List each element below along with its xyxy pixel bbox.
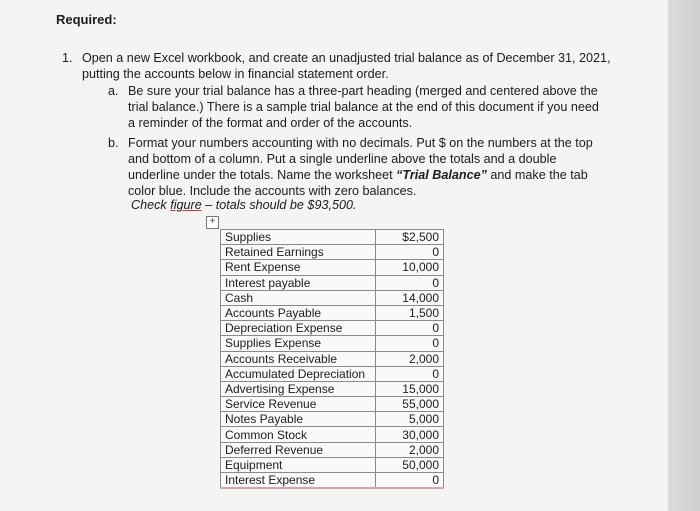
account-balance-cell: 0 [376, 275, 444, 290]
instruction-a [108, 83, 608, 131]
account-name-cell: Equipment [221, 457, 376, 472]
table-row [221, 381, 444, 396]
table-row [221, 260, 444, 275]
table-move-handle-icon[interactable]: + [206, 216, 219, 229]
table-row [221, 245, 444, 260]
instruction-b [108, 135, 608, 199]
item-a-label: a. [108, 84, 119, 98]
instruction-b-part2: and make the tab color blue. Include the accounts with zero balances. [128, 168, 588, 198]
table-row [221, 366, 444, 381]
instruction-b-text [128, 135, 608, 199]
table-row [221, 321, 444, 336]
check-prefix: Check [131, 198, 171, 212]
item-b-label: b. [108, 136, 119, 150]
account-balance-cell: 0 [376, 336, 444, 351]
account-balance-cell: 0 [376, 473, 444, 489]
account-name-cell: Rent Expense [221, 260, 376, 275]
account-balance-cell: $2,500 [376, 230, 444, 245]
page-edge [668, 0, 700, 511]
account-name-cell: Accumulated Depreciation [221, 366, 376, 381]
account-balance-cell: 0 [376, 245, 444, 260]
instruction-1-text: Open a new Excel workbook, and create an unadjusted trial balance as of December 31, 2021, putting the accounts below in financial statement order. [82, 51, 611, 81]
account-balance-cell: 55,000 [376, 397, 444, 412]
table-row [221, 351, 444, 366]
instruction-1 [62, 50, 622, 82]
check-figure-word: figure [170, 198, 202, 212]
account-name-cell: Depreciation Expense [221, 321, 376, 336]
instruction-b-part1: Format your numbers accounting with no decimals. Put $ on the numbers at the top and bottom of a column. Put a single underline above the totals and a double underline under the totals. Name the worksheet [128, 136, 593, 182]
instruction-a-text: Be sure your trial balance has a three-part heading (merged and centered above the trial balance.) There is a sample trial balance at the end of this document if you need a reminder of the format and order of the accounts. [128, 84, 599, 130]
account-balance-cell: 0 [376, 321, 444, 336]
account-name-cell: Accounts Payable [221, 305, 376, 320]
account-balance-cell: 5,000 [376, 412, 444, 427]
account-balance-cell: 30,000 [376, 427, 444, 442]
table-row [221, 457, 444, 472]
account-balance-cell: 15,000 [376, 381, 444, 396]
table-row [221, 305, 444, 320]
accounts-table [220, 229, 444, 489]
account-name-cell: Common Stock [221, 427, 376, 442]
table-row [221, 230, 444, 245]
account-balance-cell: 50,000 [376, 457, 444, 472]
account-balance-cell: 10,000 [376, 260, 444, 275]
item-number: 1. [62, 51, 73, 65]
table-row [221, 290, 444, 305]
account-name-cell: Retained Earnings [221, 245, 376, 260]
table-row [221, 397, 444, 412]
check-figure-note [131, 198, 356, 212]
required-heading: Required: [56, 12, 117, 27]
table-row [221, 473, 444, 489]
account-name-cell: Accounts Receivable [221, 351, 376, 366]
account-balance-cell: 2,000 [376, 442, 444, 457]
account-name-cell: Cash [221, 290, 376, 305]
account-name-cell: Supplies Expense [221, 336, 376, 351]
account-name-cell: Service Revenue [221, 397, 376, 412]
account-balance-cell: 0 [376, 366, 444, 381]
account-name-cell: Advertising Expense [221, 381, 376, 396]
account-name-cell: Deferred Revenue [221, 442, 376, 457]
worksheet-name: “Trial Balance” [396, 168, 487, 182]
table-row [221, 427, 444, 442]
check-suffix: – totals should be $93,500. [201, 198, 357, 212]
table-row [221, 412, 444, 427]
account-name-cell: Notes Payable [221, 412, 376, 427]
table-row [221, 275, 444, 290]
table-row [221, 442, 444, 457]
account-name-cell: Interest payable [221, 275, 376, 290]
account-name-cell: Interest Expense [221, 473, 376, 489]
account-name-cell: Supplies [221, 230, 376, 245]
account-balance-cell: 14,000 [376, 290, 444, 305]
account-balance-cell: 1,500 [376, 305, 444, 320]
account-balance-cell: 2,000 [376, 351, 444, 366]
table-row [221, 336, 444, 351]
